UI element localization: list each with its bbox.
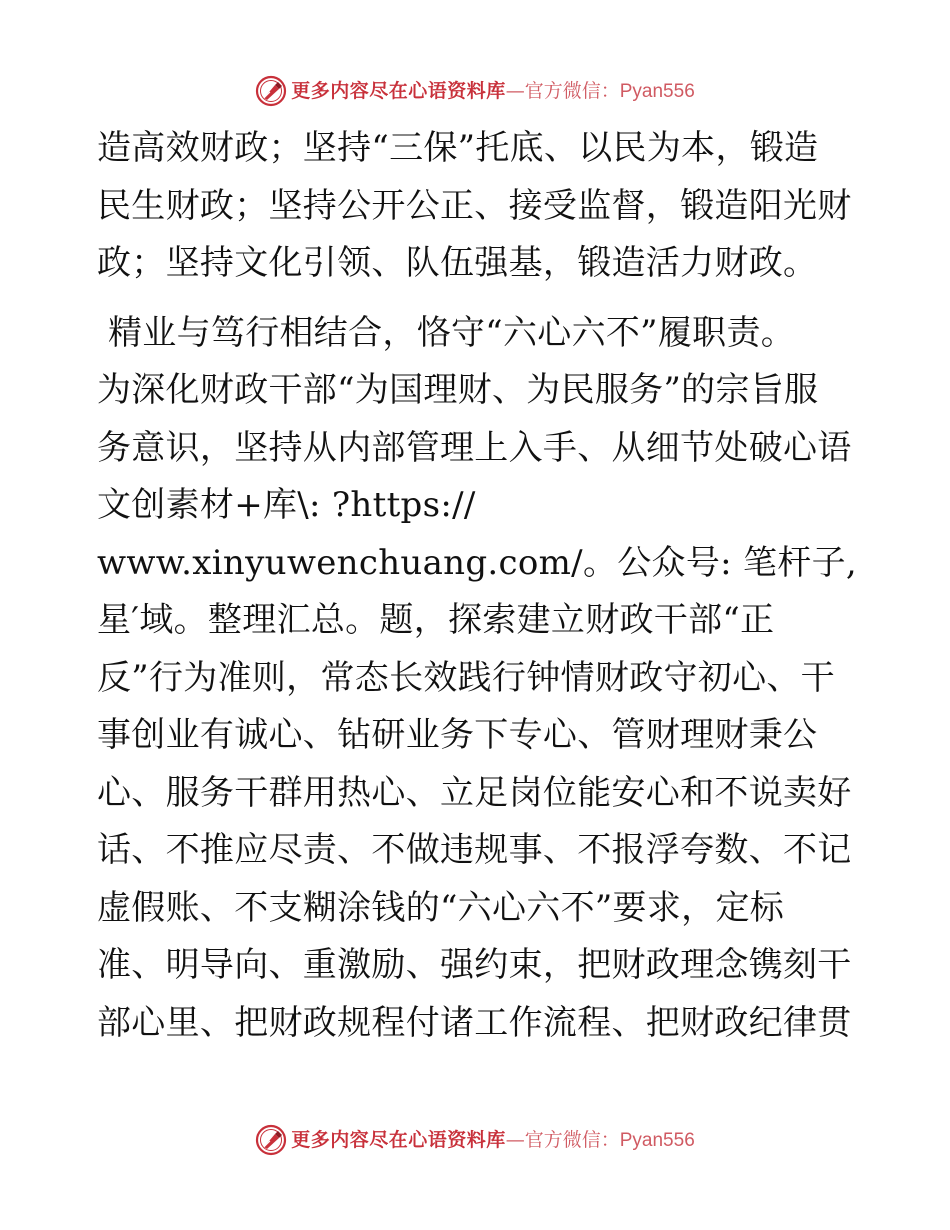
pen-nib-logo-icon (255, 75, 287, 107)
footer-banner-content (255, 1124, 695, 1156)
body-line: 部心里、把财政规程付诸工作流程、把财政纪律贯 (97, 1002, 852, 1043)
footer-banner-text: 更多内容尽在心语资料库 (291, 1128, 506, 1151)
header-banner-wechat: 官方微信：Pyan556 (524, 80, 695, 102)
pen-nib-logo-icon (255, 1124, 287, 1156)
header-banner-content (255, 75, 695, 107)
document-body (97, 120, 857, 1052)
footer-banner (0, 1120, 950, 1160)
body-line: 政；坚持文化引领、队伍强基，锻造活力财政。 (97, 243, 818, 283)
body-line: 星′域。整理汇总。题，探索建立财政干部“正 (97, 600, 775, 640)
paragraph-heading: 精业与笃行相结合，恪守“六心六不”履职责。 (108, 312, 796, 353)
footer-banner-wechat: 官方微信：Pyan556 (524, 1129, 695, 1151)
body-line: 事创业有诚心、钻研业务下专心、管财理财秉公 (97, 715, 818, 755)
header-banner-separator: — (505, 79, 525, 102)
body-line: 为深化财政干部“为国理财、为民服务”的宗旨服 (97, 370, 819, 410)
footer-banner-separator: — (505, 1128, 525, 1151)
body-line: 准、明导向、重激励、强约束，把财政理念镌刻干 (97, 945, 852, 985)
body-line: 务意识，坚持从内部管理上入手、从细节处破心语 (97, 427, 852, 468)
header-banner (0, 71, 950, 111)
body-line: 造高效财政；坚持“三保”托底、以民为本，锻造 (97, 128, 819, 168)
body-line: 反”行为准则，常态长效践行钟情财政守初心、干 (97, 657, 835, 698)
header-banner-text: 更多内容尽在心语资料库 (291, 79, 506, 102)
body-line: 心、服务干群用热心、立足岗位能安心和不说卖好 (97, 772, 852, 813)
body-line: 民生财政；坚持公开公正、接受监督，锻造阳光财 (97, 185, 852, 226)
body-line: 文创素材+库\: ?https:// (97, 485, 476, 525)
body-line-url: www.xinyuwenchuang.com/。公众号: 笔杆子, (97, 542, 858, 583)
body-line: 虚假账、不支糊涂钱的“六心六不”要求，定标 (97, 887, 785, 928)
body-line: 话、不推应尽责、不做违规事、不报浮夸数、不记 (97, 830, 852, 870)
